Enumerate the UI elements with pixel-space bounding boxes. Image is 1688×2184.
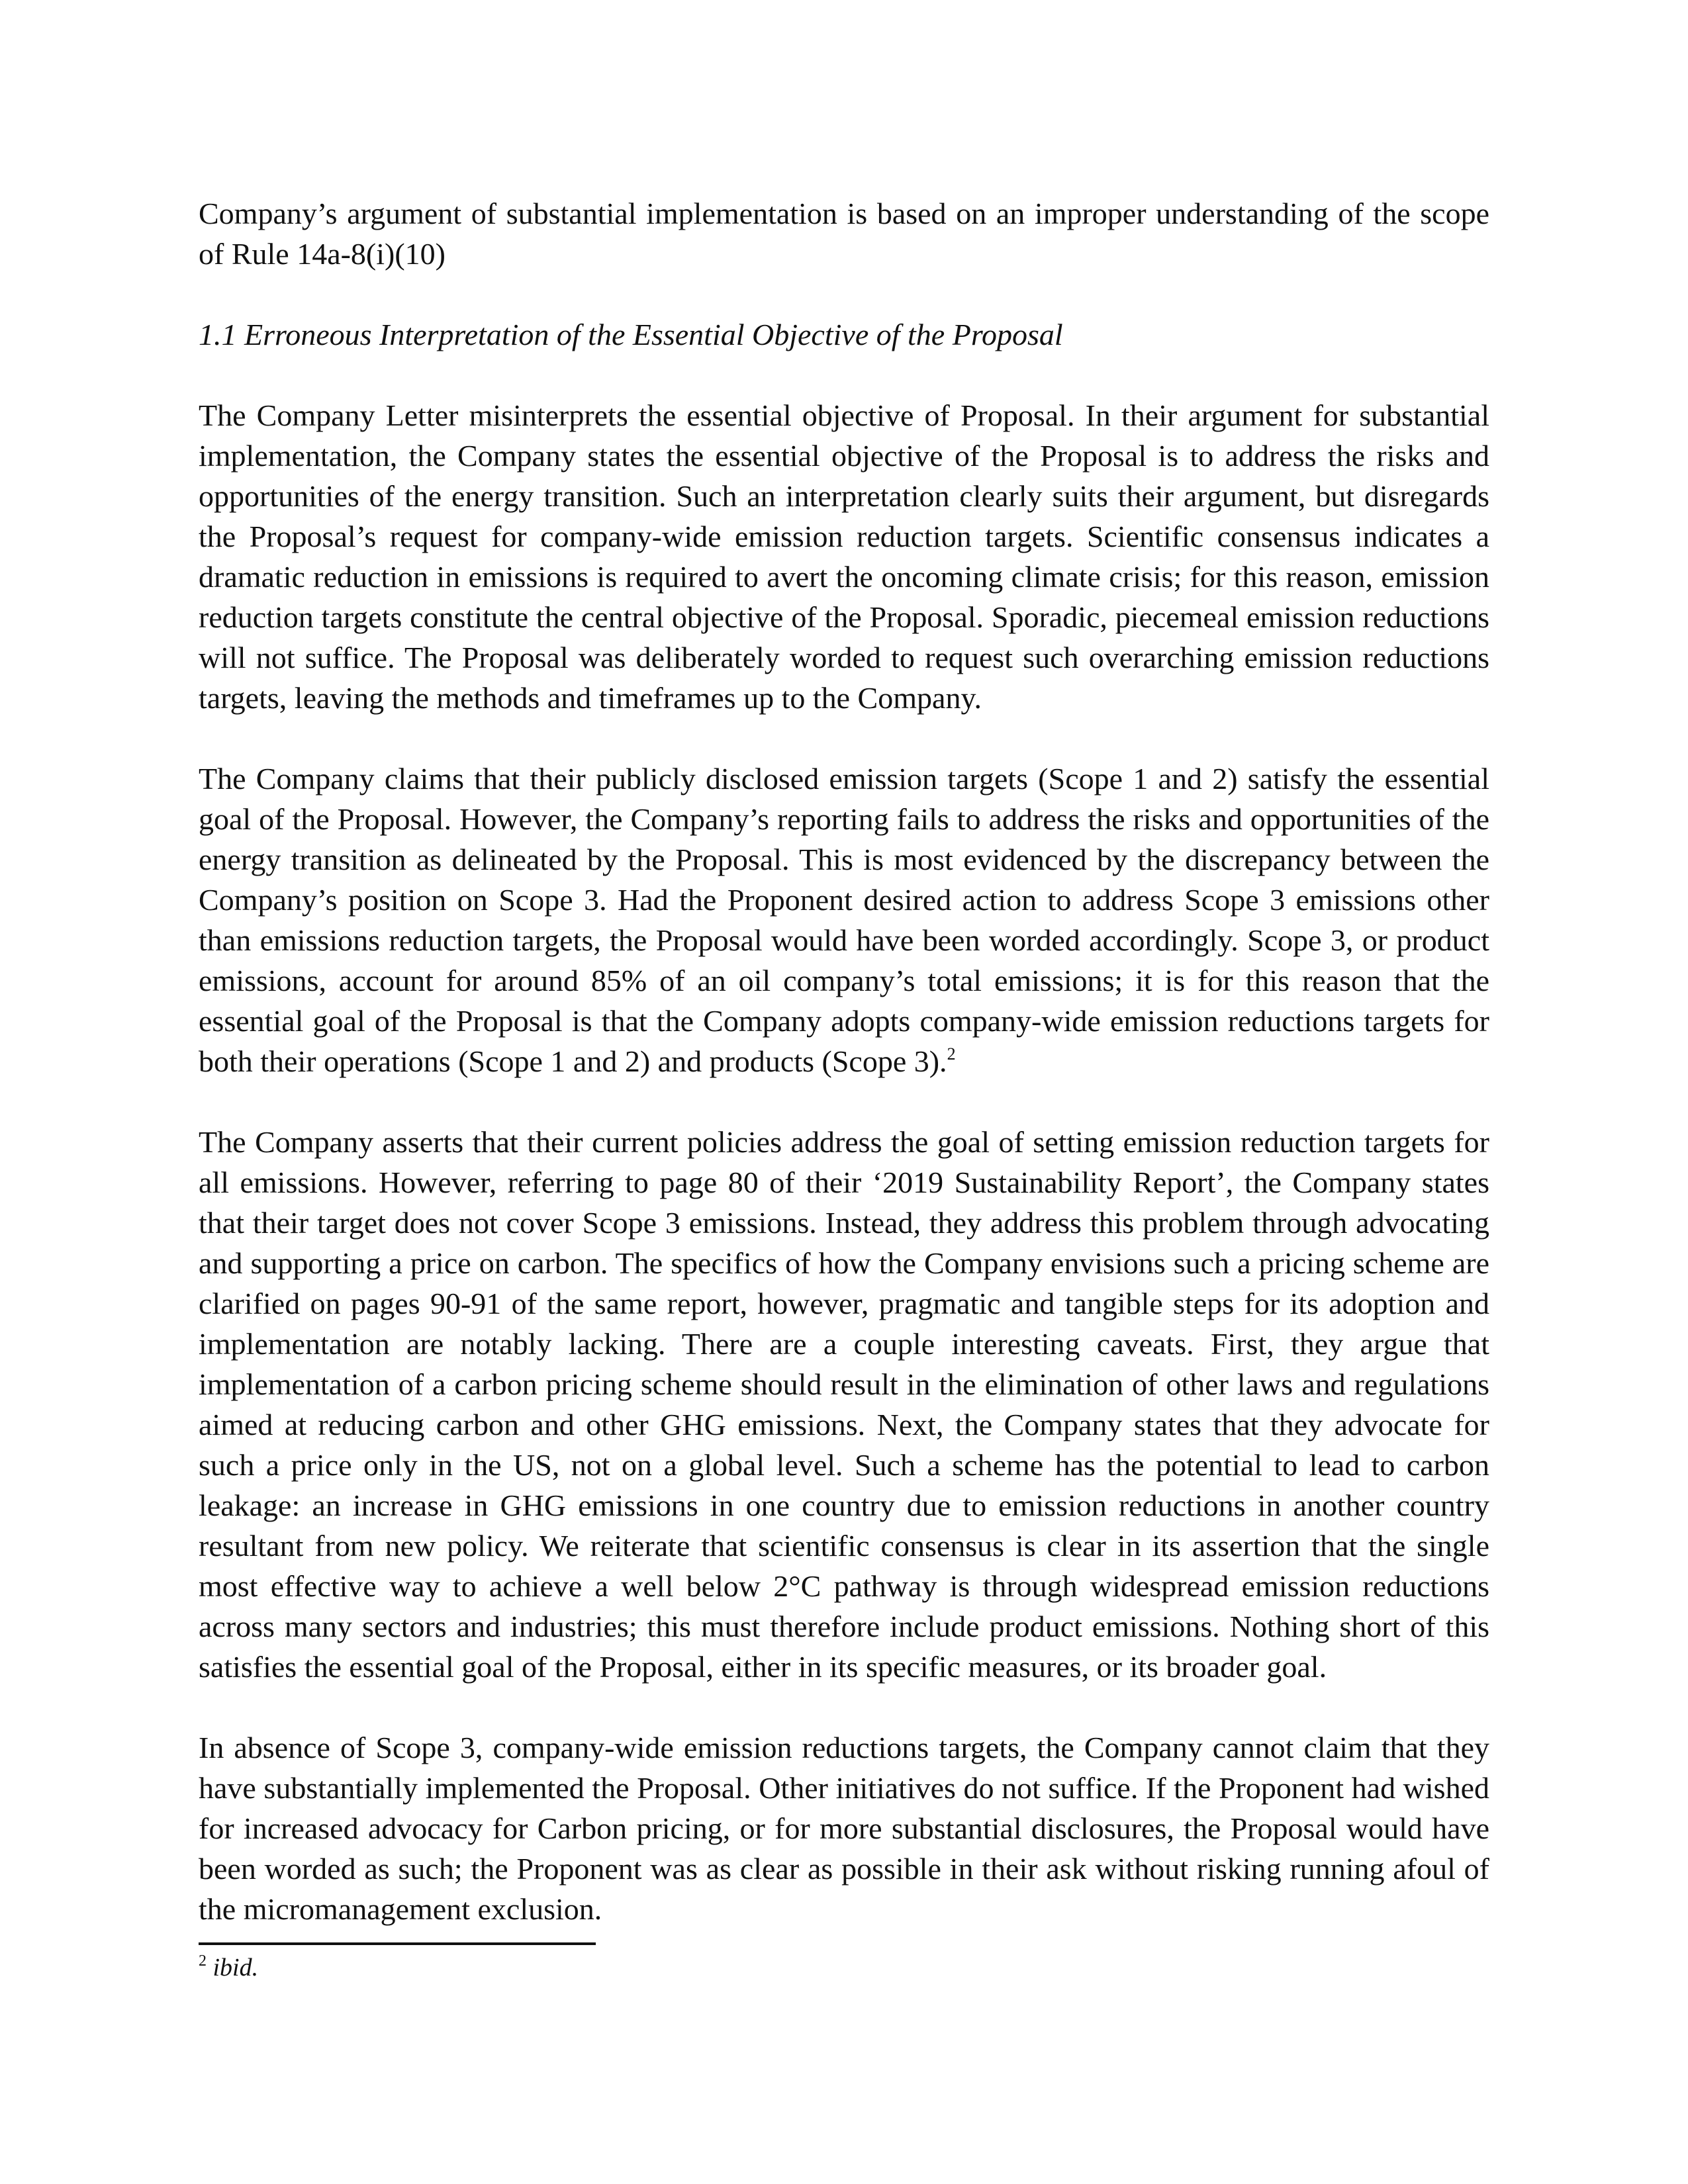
footnote — [199, 1951, 258, 1984]
body-paragraph-2 — [199, 758, 1489, 1081]
footnote-reference[interactable]: 2 — [947, 1044, 956, 1064]
body-paragraph-4: In absence of Scope 3, company-wide emission reductions targets, the Company cannot claim that they have substantially implemented the Proposal. Other initiatives do not suffice. If the Proponent had wished for increased advocacy for Carbon pricing, or for more substantial disclosures, the Proposal would have been worded as such; the Proponent was as clear as possible in their ask without risking running afoul of the micromanagement exclusion. — [199, 1731, 1489, 1926]
body-paragraph-2-text: The Company claims that their publicly disclosed emission targets (Scope 1 and 2) satisfy the essential goal of the Proposal. However, the Company’s reporting fails to address the risks and opportunities of the energy transition as delineated by the Proposal. This is most evidenced by the discrepancy between the Company’s position on Scope 3. Had the Proponent desired action to address Scope 3 emissions other than emissions reduction targets, the Proposal would have been worded accordingly. Scope 3, or product emissions, account for around 85% of an oil company’s total emissions; it is for this reason that the essential goal of the Proposal is that the Company adopts company-wide emission reductions targets for both their operations (Scope 1 and 2) and products (Scope 3). — [199, 762, 1489, 1078]
document-body — [199, 193, 1489, 1929]
footnote-text: ibid. — [212, 1954, 259, 1981]
footnote-separator — [199, 1942, 596, 1945]
intro-paragraph: Company’s argument of substantial implementation is based on an improper understanding of the scope of Rule 14a-8(i)(10) — [199, 197, 1489, 271]
body-paragraph-1: The Company Letter misinterprets the essential objective of Proposal. In their argument for substantial implementation, the Company states the essential objective of the Proposal is to address the risks and opportunities of the energy transition. Such an interpretation clearly suits their argument, but disregards the Proposal’s request for company-wide emission reduction targets. Scientific consensus indicates a dramatic reduction in emissions is required to avert the oncoming climate crisis; for this reason, emission reduction targets constitute the central objective of the Proposal. Sporadic, piecemeal emission reductions will not suffice. The Proposal was deliberately worded to request such overarching emission reductions targets, leaving the methods and timeframes up to the Company. — [199, 398, 1489, 715]
section-heading: 1.1 Erroneous Interpretation of the Essential Objective of the Proposal — [199, 318, 1063, 351]
footnote-number: 2 — [199, 1952, 207, 1970]
body-paragraph-3: The Company asserts that their current policies address the goal of setting emission reduction targets for all emissions. However, referring to page 80 of their ‘2019 Sustainability Report’, the Company states that their target does not cover Scope 3 emissions. Instead, they address this problem through advocating and supporting a price on carbon. The specifics of how the Company envisions such a pricing scheme are clarified on pages 90-91 of the same report, however, pragmatic and tangible steps for its adoption and implementation are notably lacking. There are a couple interesting caveats. First, they argue that implementation of a carbon pricing scheme should result in the elimination of other laws and regulations aimed at reducing carbon and other GHG emissions. Next, the Company states that they advocate for such a price only in the US, not on a global level. Such a scheme has the potential to lead to carbon leakage: an increase in GHG emissions in one country due to emission reductions in another country resultant from new policy. We reiterate that scientific consensus is clear in its assertion that the single most effective way to achieve a well below 2°C pathway is through widespread emission reductions across many sectors and industries; this must therefore include product emissions. Nothing short of this satisfies the essential goal of the Proposal, either in its specific measures, or its broader goal. — [199, 1125, 1489, 1684]
